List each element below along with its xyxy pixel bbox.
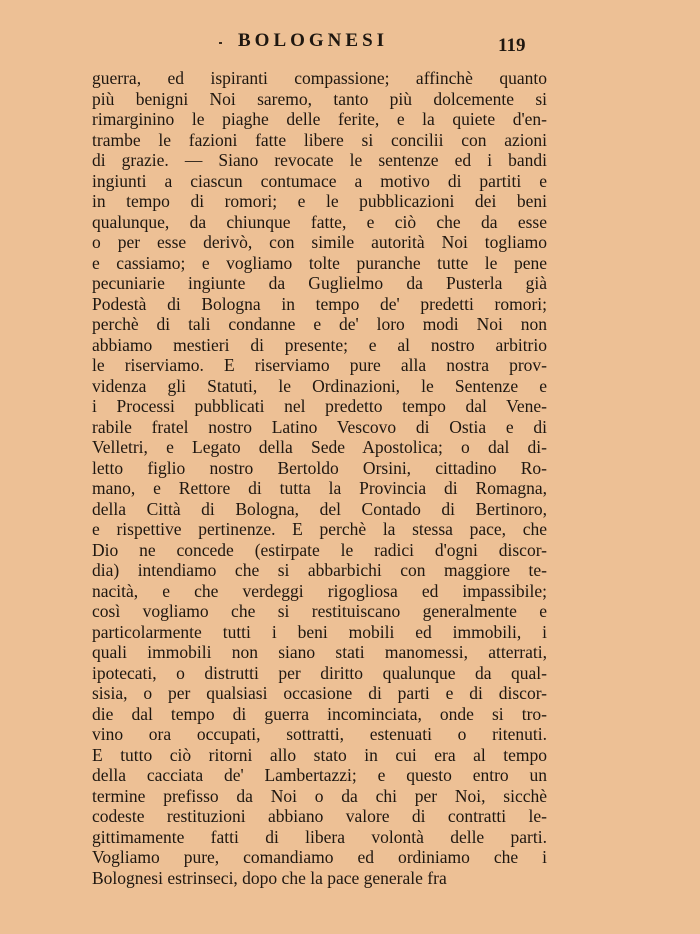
text-line: e cassiamo; e vogliamo tolte puranche tutte le pene: [92, 252, 547, 273]
text-line: termine prefisso da Noi o da chi per Noi, sicchè: [92, 785, 547, 806]
text-line: in tempo di romori; e le pubblicazioni dei beni: [92, 191, 547, 211]
text-line: di grazie. — Siano revocate le sentenze ed i bandi: [92, 150, 547, 170]
text-line: sisia, o per qualsiasi occasione di parti e di discor-: [92, 683, 547, 703]
text-line: codeste restituzioni abbiano valore di contratti le-: [92, 806, 547, 826]
text-line: e rispettive pertinenze. E perchè la stessa pace, che: [92, 519, 547, 539]
text-line: della cacciata de' Lambertazzi; e questo entro un: [92, 765, 547, 785]
text-line: perchè di tali condanne e de' loro modi Noi non: [92, 314, 547, 334]
body-text: [92, 68, 552, 888]
text-line: Dio ne concede (estirpate le radici d'ogni discor-: [92, 539, 547, 560]
text-line: più benigni Noi saremo, tanto più dolcemente si: [92, 88, 547, 109]
text-line: abbiamo mestieri di presente; e al nostro arbitrio: [92, 334, 547, 355]
text-line: i Processi pubblicati nel predetto tempo dal Vene-: [92, 396, 547, 416]
text-line: letto figlio nostro Bertoldo Orsini, cittadino Ro-: [92, 457, 547, 478]
text-line: ingiunti a ciascun contumace a motivo di partiti e: [92, 170, 547, 191]
text-line: o per esse derivò, con simile autorità Noi togliamo: [92, 232, 547, 252]
text-line: quali immobili non siano stati manomessi, atterrati,: [92, 642, 547, 662]
text-line: E tutto ciò ritorni allo stato in cui era al tempo: [92, 744, 547, 765]
text-line: Podestà di Bologna in tempo de' predetti romori;: [92, 293, 547, 314]
text-line: Bolognesi estrinseci, dopo che la pace generale fra: [92, 867, 447, 888]
text-line: die dal tempo di guerra incominciata, onde si tro-: [92, 703, 547, 724]
text-line: videnza gli Statuti, le Ordinazioni, le Sentenze e: [92, 375, 547, 396]
text-line: dia) intendiamo che si abbarbichi con maggiore te-: [92, 560, 547, 580]
text-line: trambe le fazioni fatte libere si concilii con azioni: [92, 129, 547, 150]
page-header: [0, 30, 700, 60]
text-line: le riserviamo. E riserviamo pure alla nostra prov-: [92, 355, 547, 375]
text-line: guerra, ed ispiranti compassione; affinchè quanto: [92, 68, 547, 88]
ink-speck: [219, 42, 222, 44]
text-line: gittimamente fatti di libera volontà delle parti.: [92, 826, 547, 847]
text-line: qualunque, da chiunque fatte, e ciò che da esse: [92, 211, 547, 232]
text-line: ipotecati, o distrutti per diritto qualunque da qual-: [92, 662, 547, 683]
text-line: rabile fratel nostro Latino Vescovo di Ostia e di: [92, 416, 547, 437]
text-line: della Città di Bologna, del Contado di Bertinoro,: [92, 498, 547, 519]
text-line: Velletri, e Legato della Sede Apostolica; o dal di-: [92, 437, 547, 457]
text-line: rimarginino le piaghe delle ferite, e la quiete d'en-: [92, 109, 547, 129]
text-line: vino ora occupati, sottratti, estenuati o ritenuti.: [92, 724, 547, 744]
text-line: pecuniarie ingiunte da Guglielmo da Pusterla già: [92, 273, 547, 293]
text-line: così vogliamo che si restituiscano generalmente e: [92, 601, 547, 621]
text-line: Vogliamo pure, comandiamo ed ordiniamo che i: [92, 847, 547, 867]
text-line: particolarmente tutti i beni mobili ed immobili, i: [92, 621, 547, 642]
text-line: mano, e Rettore di tutta la Provincia di Romagna,: [92, 478, 547, 498]
page-number: 119: [498, 35, 526, 56]
text-line: nacità, e che verdeggi rigogliosa ed impassibile;: [92, 580, 547, 601]
running-head: BOLOGNESI: [238, 30, 389, 51]
